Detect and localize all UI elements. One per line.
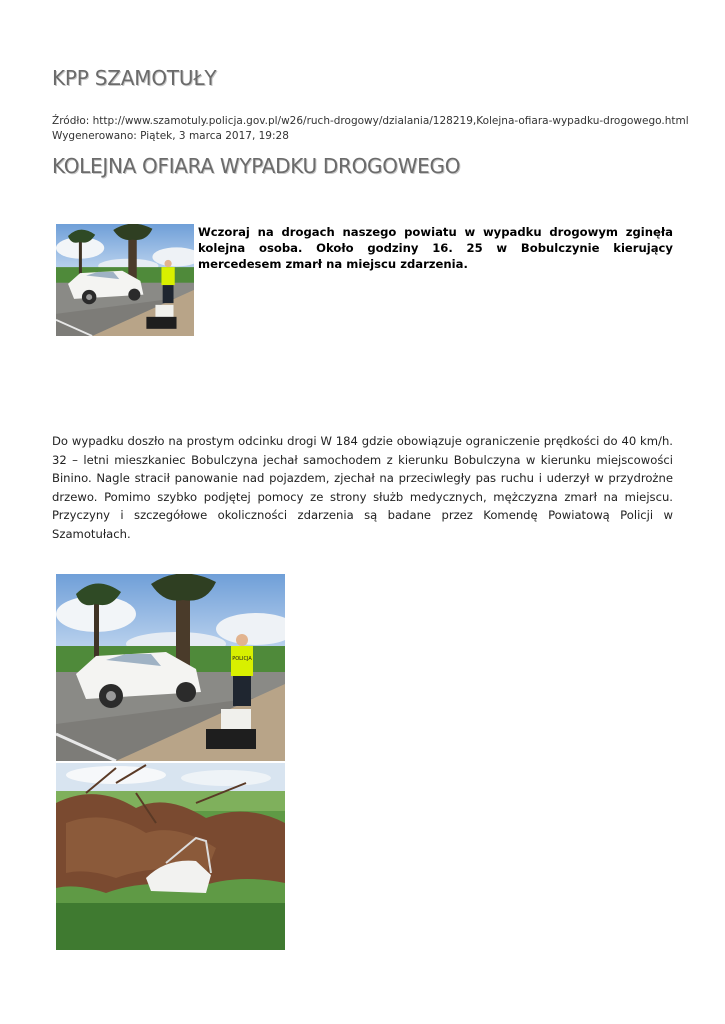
police-vest-label: POLICJA (232, 656, 252, 662)
article-body: Do wypadku doszło na prostym odcinku drogi W 184 gdzie obowiązuje ograniczenie prędkości do 40 km/h. 32 – letni mieszkaniec Bobulczyna jechał samochodem z kierunku Bobulczyna w kierunku miejscowości Binino. Nagle stracił panowanie nad pojazdem, zjechał na przeciwległy pas ruchu i uderzył w przydrożne drzewo. Pomimo szybko podjętej pomocy ze strony służb medycznych, mężczyzna zmarł na miejscu. Przyczyny i szczegółowe okoliczności zdarzenia są badane przez Komendę Powiatową Policji w Szamotułach. (52, 434, 673, 541)
article-title: KOLEJNA OFIARA WYPADKU DROGOWEGO (52, 154, 461, 178)
article-lead (52, 224, 673, 336)
accident-scene-photo (56, 574, 285, 761)
accident-thumbnail-photo (56, 224, 194, 336)
source-meta (52, 114, 689, 144)
generated-date: Wygenerowano: Piątek, 3 marca 2017, 19:28 (52, 130, 289, 142)
lead-text: Wczoraj na drogach naszego powiatu w wypadku drogowym zginęła kolejna osoba. Około godziny 16. 25 w Bobulczynie kierujący mercedesem zmarł na miejscu zdarzenia. (198, 225, 673, 271)
source-link[interactable]: Źródło: http://www.szamotuly.policja.gov.pl/w26/ruch-drogowy/dzialania/128219,Kolejna-ofiara-wypadku-drogowego.html (52, 115, 689, 127)
car-debris-photo (56, 763, 285, 950)
site-title: KPP SZAMOTUŁY (52, 66, 217, 90)
